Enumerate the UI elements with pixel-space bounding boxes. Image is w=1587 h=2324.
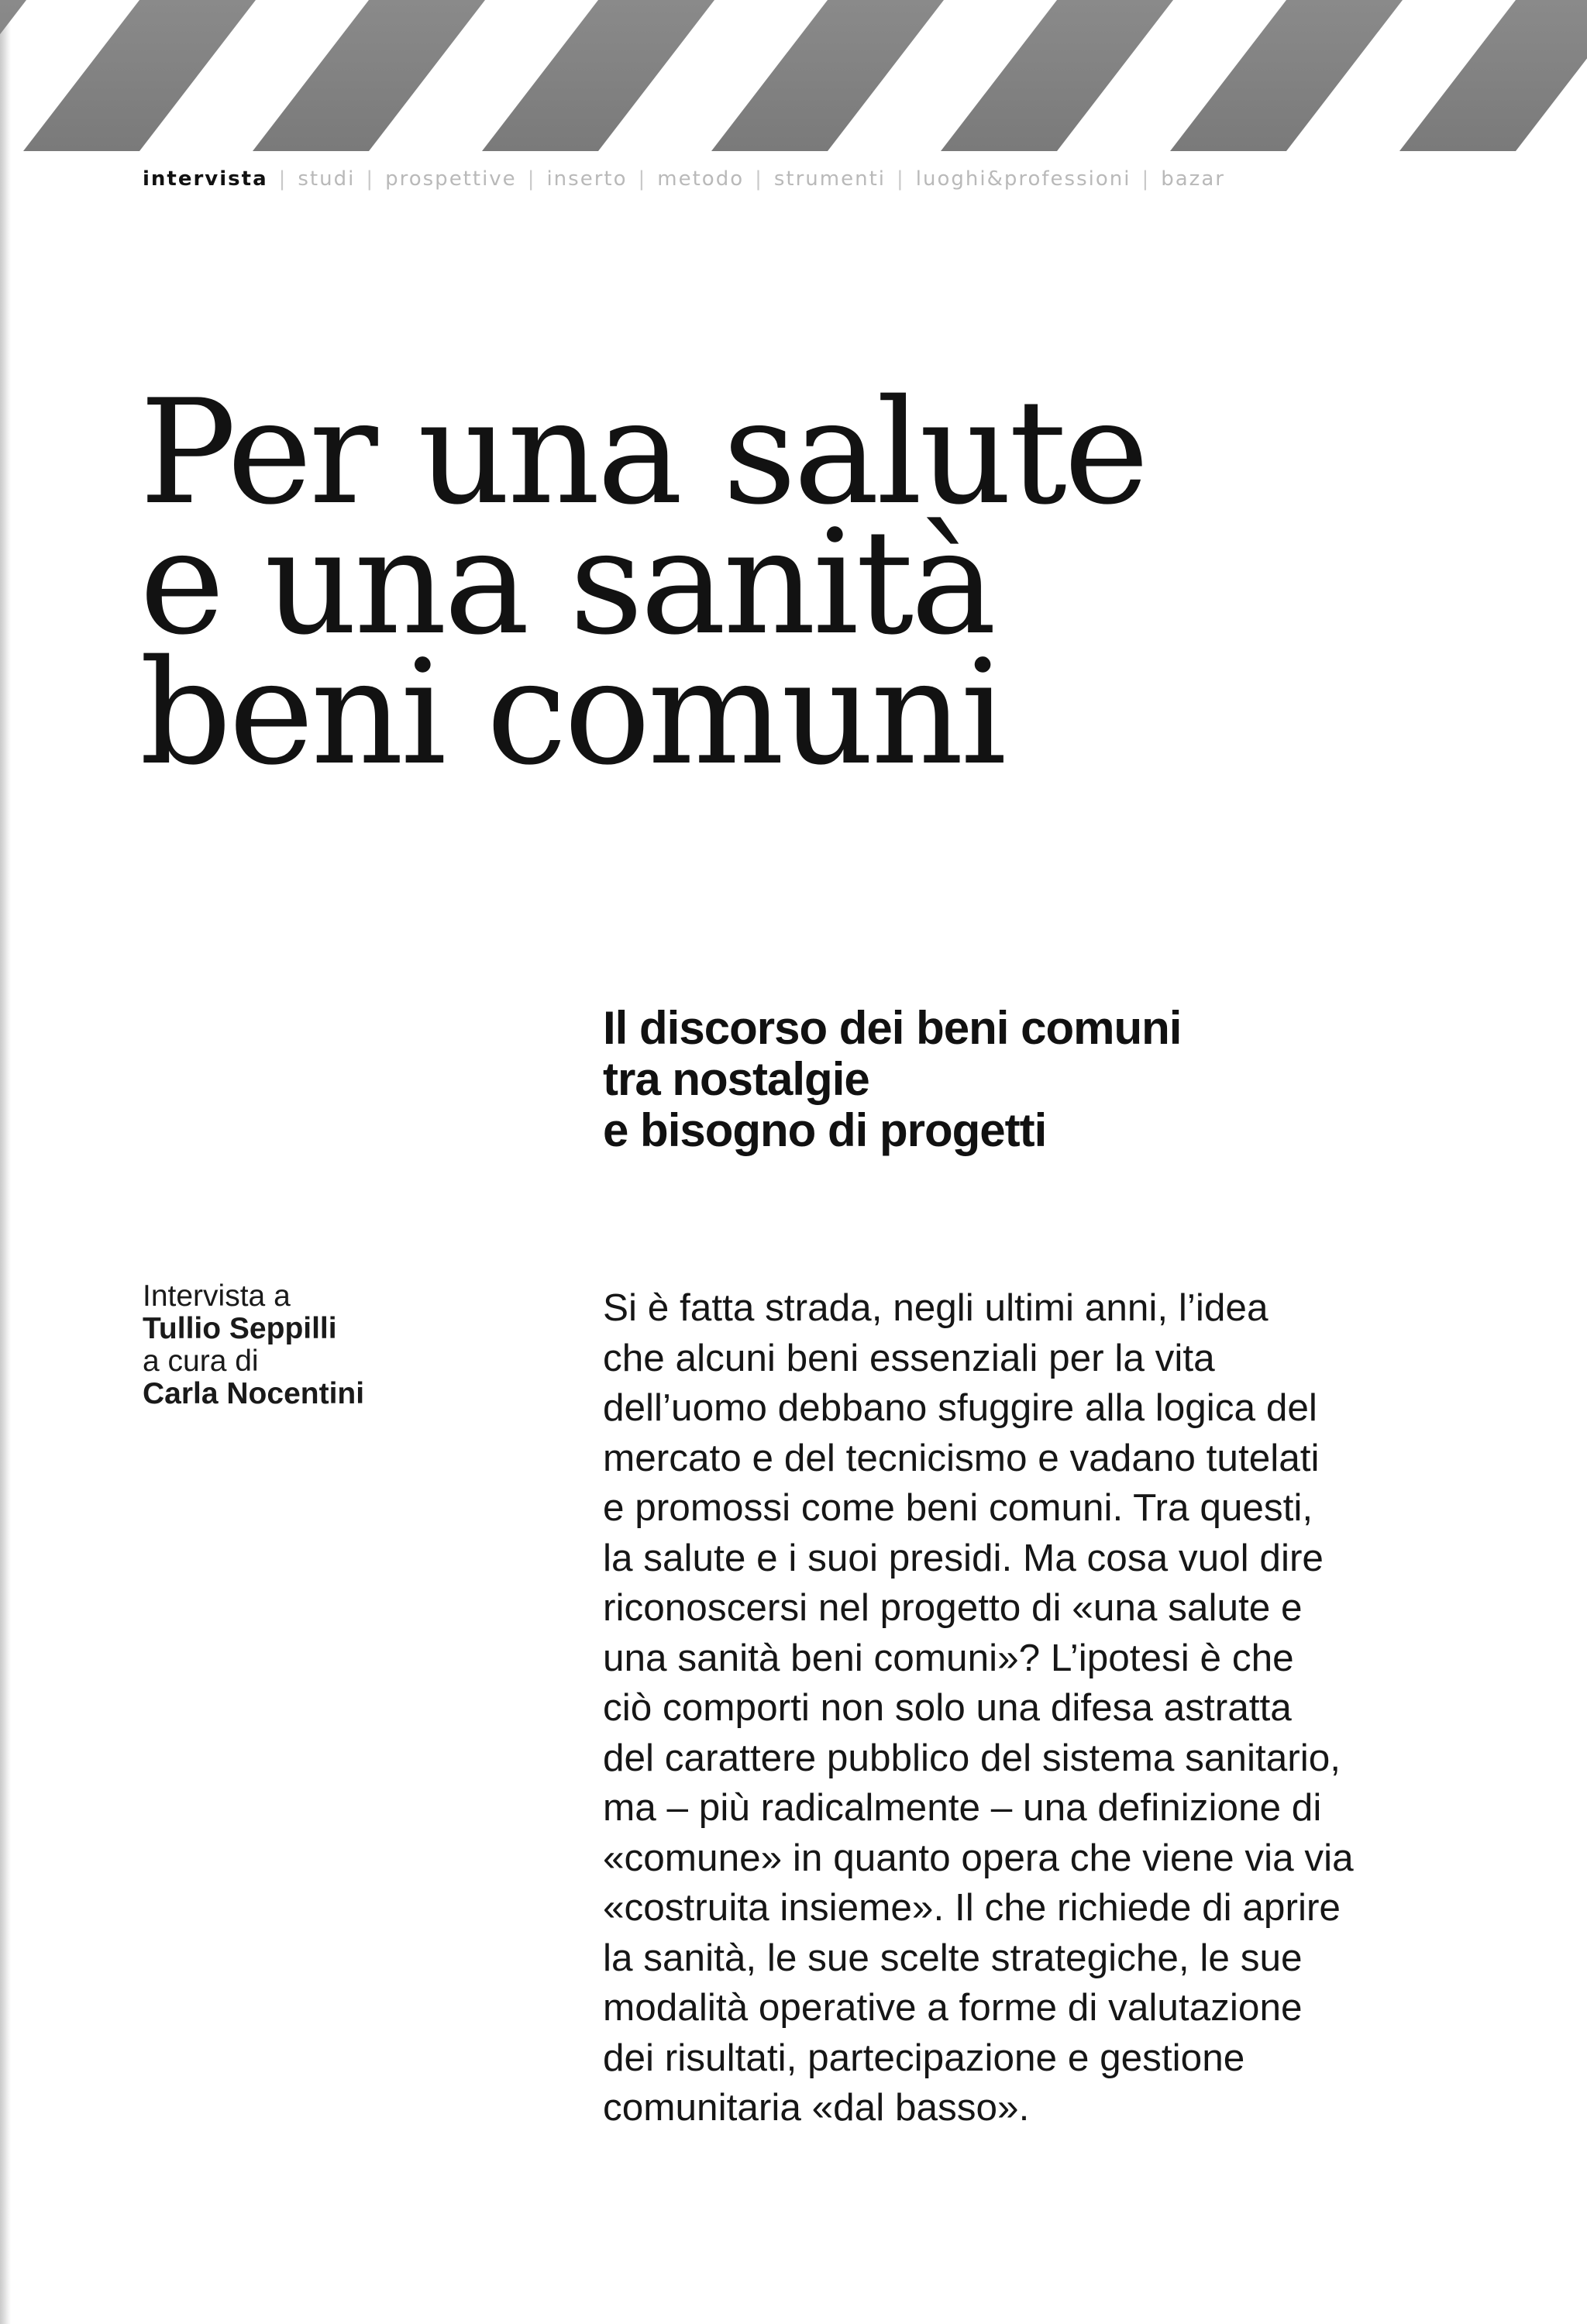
subtitle-line: tra nostalgie <box>603 1053 869 1105</box>
nav-separator: | <box>1141 167 1151 191</box>
page-edge-shadow <box>0 0 11 2324</box>
byline-curated-by: a cura di <box>143 1344 259 1378</box>
nav-separator: | <box>638 167 647 191</box>
header-stripe-band <box>0 0 1587 155</box>
abstract-line: ciò comporti non solo una difesa astratta <box>603 1686 1292 1729</box>
nav-item-bazar[interactable]: bazar <box>1161 167 1225 191</box>
abstract-line: e promossi come beni comuni. Tra questi, <box>603 1486 1313 1529</box>
abstract-line: dell’uomo debbano sfuggire alla logica del <box>603 1386 1317 1429</box>
nav-item-studi[interactable]: studi <box>298 167 356 191</box>
nav-separator: | <box>897 167 905 191</box>
article-abstract <box>603 1283 1463 2133</box>
nav-separator: | <box>366 167 375 191</box>
abstract-line: Si è fatta strada, negli ultimi anni, l’idea <box>603 1286 1269 1329</box>
abstract-line: mercato e del tecnicismo e vadano tutelati <box>603 1436 1320 1479</box>
byline-intro: Intervista a <box>143 1279 291 1313</box>
stripe <box>941 0 1173 151</box>
abstract-line: che alcuni beni essenziali per la vita <box>603 1336 1215 1379</box>
abstract-line: «costruita insieme». Il che richiede di aprire <box>603 1886 1341 1929</box>
nav-separator: | <box>527 167 536 191</box>
nav-separator: | <box>755 167 763 191</box>
abstract-line: comunitaria «dal basso». <box>603 2086 1030 2129</box>
stripe <box>1170 0 1403 151</box>
abstract-line: riconoscersi nel progetto di «una salute e <box>603 1586 1303 1629</box>
subtitle-line: Il discorso dei beni comuni <box>603 1002 1182 1054</box>
title-line: Per una salute <box>139 368 1146 536</box>
abstract-line: del carattere pubblico del sistema sanitario, <box>603 1736 1341 1779</box>
nav-item-inserto[interactable]: inserto <box>546 167 628 191</box>
byline-interviewee: Tullio Seppilli <box>143 1312 337 1345</box>
article-byline <box>143 1280 364 1410</box>
abstract-line: una sanità beni comuni»? L’ipotesi è che <box>603 1636 1294 1679</box>
nav-item-luoghi-professioni[interactable]: luoghi&professioni <box>915 167 1131 191</box>
nav-item-prospettive[interactable]: prospettive <box>385 167 517 191</box>
title-line: beni comuni <box>139 628 1004 797</box>
article-title <box>139 368 1146 797</box>
abstract-line: modalità operative a forme di valutazione <box>603 1986 1303 2029</box>
stripe <box>482 0 714 151</box>
abstract-line: dei risultati, partecipazione e gestione <box>603 2036 1245 2079</box>
stripe <box>253 0 485 151</box>
abstract-line: la sanità, le sue scelte strategiche, le sue <box>603 1936 1303 1979</box>
byline-curator: Carla Nocentini <box>143 1377 365 1410</box>
stripe <box>0 0 26 151</box>
nav-item-metodo[interactable]: metodo <box>657 167 745 191</box>
title-line: e una sanità <box>139 498 994 666</box>
abstract-line: la salute e i suoi presidi. Ma cosa vuol dire <box>603 1536 1324 1579</box>
abstract-line: ma – più radicalmente – una definizione di <box>603 1786 1322 1829</box>
nav-item-intervista[interactable]: intervista <box>143 167 268 191</box>
stripe <box>711 0 944 151</box>
section-nav <box>143 167 1225 191</box>
subtitle-line: e bisogno di progetti <box>603 1104 1047 1156</box>
abstract-line: «comune» in quanto opera che viene via via <box>603 1836 1354 1879</box>
stripe <box>1399 0 1587 151</box>
nav-separator: | <box>278 167 287 191</box>
stripe <box>23 0 256 151</box>
nav-item-strumenti[interactable]: strumenti <box>773 167 886 191</box>
article-subtitle <box>603 1003 1181 1156</box>
